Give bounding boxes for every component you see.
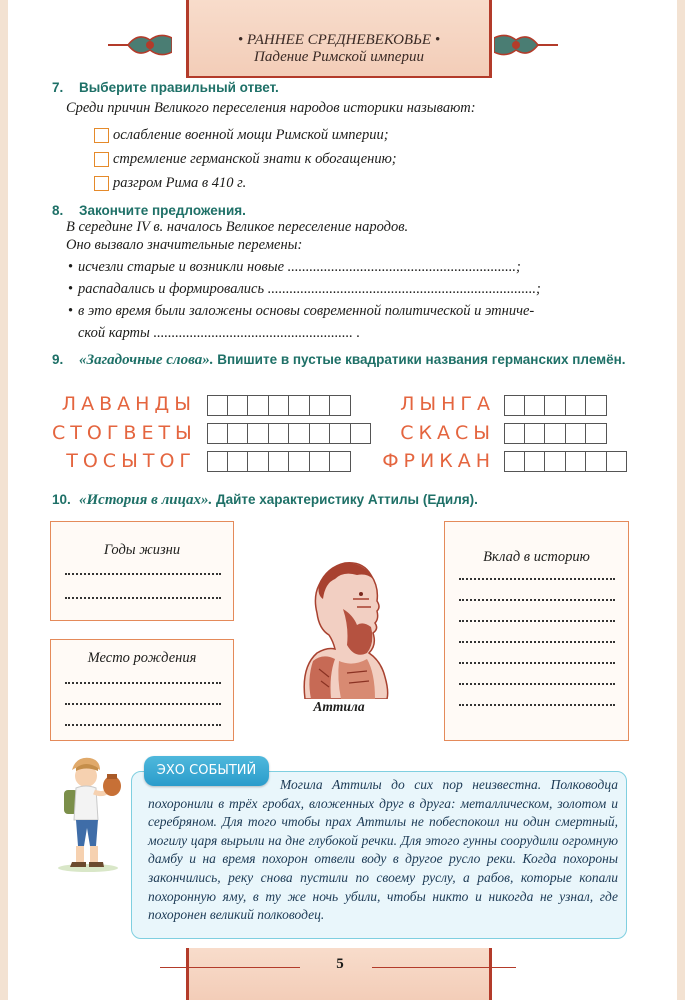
puzzle-word-1: ЛАВАНДЫ [61, 393, 196, 415]
right-ornament-icon [494, 30, 558, 60]
letter-cell[interactable] [228, 395, 249, 416]
q8-bullet-1[interactable]: • исчезли старые и возникли новые ...............................................................; [52, 256, 632, 278]
attila-portrait [283, 549, 391, 699]
letter-cell[interactable] [207, 395, 228, 416]
letter-cell[interactable] [228, 423, 249, 444]
q7-number: 7. [52, 80, 64, 95]
answer-cells-3[interactable] [207, 451, 351, 472]
right-border [677, 0, 685, 1000]
letter-cell[interactable] [607, 451, 628, 472]
letter-cell[interactable] [586, 423, 607, 444]
q7-option-1-label: ослабление военной мощи Римской империи; [113, 127, 389, 143]
q7-option-3[interactable] [94, 171, 632, 195]
q7-option-3-label: разгром Рима в 410 г. [113, 175, 247, 191]
footer-rule-right [372, 967, 516, 968]
q8-number: 8. [52, 203, 64, 218]
letter-cell[interactable] [545, 395, 566, 416]
answer-line[interactable] [459, 578, 615, 580]
echo-of-events-tag: ЭХО СОБЫТИЙ [144, 756, 269, 786]
answer-line[interactable] [459, 662, 615, 664]
puzzle-word-4: ЛЫНГА [400, 393, 495, 415]
q8-line-2: Оно вызвало значительные перемены: [66, 237, 303, 253]
letter-cell[interactable] [545, 451, 566, 472]
q10-title-italic: «История в лицах». [79, 492, 213, 508]
letter-cell[interactable] [289, 423, 310, 444]
answer-line[interactable] [459, 599, 615, 601]
puzzle-word-2: СТОГВЕТЫ [52, 422, 197, 444]
q9-title-italic: «Загадочные слова». [79, 352, 214, 368]
letter-cell[interactable] [269, 395, 290, 416]
answer-cells-4[interactable] [504, 395, 607, 416]
letter-cell[interactable] [289, 395, 310, 416]
q7-prompt: Среди причин Великого переселения народов историки называют: [66, 100, 476, 116]
question-7 [52, 80, 632, 195]
letter-cell[interactable] [310, 423, 331, 444]
answer-line[interactable] [459, 620, 615, 622]
left-border [0, 0, 8, 1000]
question-8 [52, 203, 632, 344]
q7-checkbox-1[interactable] [94, 128, 109, 143]
letter-cell[interactable] [289, 451, 310, 472]
letter-cell[interactable] [566, 451, 587, 472]
answer-line[interactable] [65, 597, 221, 599]
q7-option-1[interactable] [94, 123, 632, 147]
q8-title: Закончите предложения. [79, 203, 246, 218]
answer-cells-6[interactable] [504, 451, 627, 472]
q9-title: Впишите в пустые квадратики названия германских племён. [213, 352, 626, 367]
letter-cell[interactable] [330, 395, 351, 416]
letter-cell[interactable] [248, 451, 269, 472]
letter-cell[interactable] [228, 451, 249, 472]
answer-cells-1[interactable] [207, 395, 351, 416]
letter-cell[interactable] [504, 451, 525, 472]
birthplace-box[interactable] [50, 639, 234, 741]
left-ornament-icon [108, 30, 172, 60]
answer-line[interactable] [459, 641, 615, 643]
years-of-life-label: Годы жизни [103, 542, 181, 558]
answer-line[interactable] [65, 724, 221, 726]
letter-cell[interactable] [525, 423, 546, 444]
contribution-label: Вклад в историю [483, 549, 590, 565]
letter-cell[interactable] [586, 451, 607, 472]
letter-cell[interactable] [269, 423, 290, 444]
letter-cell[interactable] [248, 423, 269, 444]
years-of-life-box[interactable] [50, 521, 234, 621]
letter-cell[interactable] [525, 451, 546, 472]
answer-cells-5[interactable] [504, 423, 607, 444]
answer-line[interactable] [65, 573, 221, 575]
q9-number: 9. [52, 352, 64, 367]
q7-option-2[interactable] [94, 147, 632, 171]
footer-rule-left [160, 967, 300, 968]
birthplace-label: Место рождения [87, 650, 197, 666]
q10-number: 10. [52, 492, 71, 507]
letter-cell[interactable] [248, 395, 269, 416]
answer-line[interactable] [459, 683, 615, 685]
boy-with-pot-illustration-icon [48, 754, 128, 872]
q7-title: Выберите правильный ответ. [79, 80, 279, 95]
puzzle-word-5: СКАСЫ [400, 422, 495, 444]
question-10 [52, 492, 632, 509]
q8-bullet-2[interactable]: • распадались и формировались ..........................................................................; [52, 278, 632, 300]
puzzle-word-3: ТОСЫТОГ [66, 450, 196, 472]
puzzle-word-6: ФРИКАН [382, 450, 495, 472]
letter-cell[interactable] [566, 423, 587, 444]
answer-cells-2[interactable] [207, 423, 371, 444]
q7-checkbox-2[interactable] [94, 152, 109, 167]
page-number: 5 [336, 956, 344, 972]
letter-cell[interactable] [310, 451, 331, 472]
letter-cell[interactable] [207, 423, 228, 444]
historical-contribution-box[interactable] [444, 521, 629, 741]
q8-line-1: В середине IV в. началось Великое переселение народов. [66, 219, 409, 235]
letter-cell[interactable] [269, 451, 290, 472]
letter-cell[interactable] [545, 423, 566, 444]
chapter-title: • РАННЕЕ СРЕДНЕВЕКОВЬЕ • [237, 32, 441, 48]
answer-line[interactable] [65, 682, 221, 684]
letter-cell[interactable] [504, 395, 525, 416]
letter-cell[interactable] [351, 423, 372, 444]
portrait-caption: Аттила [313, 699, 365, 714]
q7-option-2-label: стремление германской знати к обогащению; [113, 151, 397, 167]
letter-cell[interactable] [566, 395, 587, 416]
letter-cell[interactable] [525, 395, 546, 416]
echo-of-events-text: Могила Аттилы до сих пор неизвестна. Полководца похоронили в трёх гробах, вложенных друг в друга: металлическом, золотом и серебряном. Для того чтобы прах Аттилы не побеспокоил ни один смертный, могилу царя вырыли на дне глубокой речки. Для этого гунны соорудили огромную дамбу и на время похорон отвели воду в другое русло реки. Когда похороны закончились, реку снова пустили по своему руслу, а рабов, которые копали похоронную яму, в ту же ночь убили, чтобы никто и никогда не узнал, где похоронен великий полководец. [148, 777, 618, 923]
q8-bullet-3[interactable]: • в это время были заложены основы современной политической и этниче- [52, 300, 632, 322]
question-9 [52, 351, 632, 369]
q10-title: Дайте характеристику Аттилы (Едиля). [212, 492, 478, 507]
letter-cell[interactable] [504, 423, 525, 444]
answer-line[interactable] [459, 704, 615, 706]
lesson-title: Падение Римской империи [254, 49, 424, 65]
answer-line[interactable] [65, 703, 221, 705]
letter-cell[interactable] [586, 395, 607, 416]
letter-cell[interactable] [310, 395, 331, 416]
letter-cell[interactable] [330, 423, 351, 444]
letter-cell[interactable] [207, 451, 228, 472]
q7-checkbox-3[interactable] [94, 176, 109, 191]
chapter-header [186, 0, 492, 78]
letter-cell[interactable] [330, 451, 351, 472]
q8-bullet-3-continuation[interactable]: ской карты ....................................................... . [78, 325, 361, 341]
